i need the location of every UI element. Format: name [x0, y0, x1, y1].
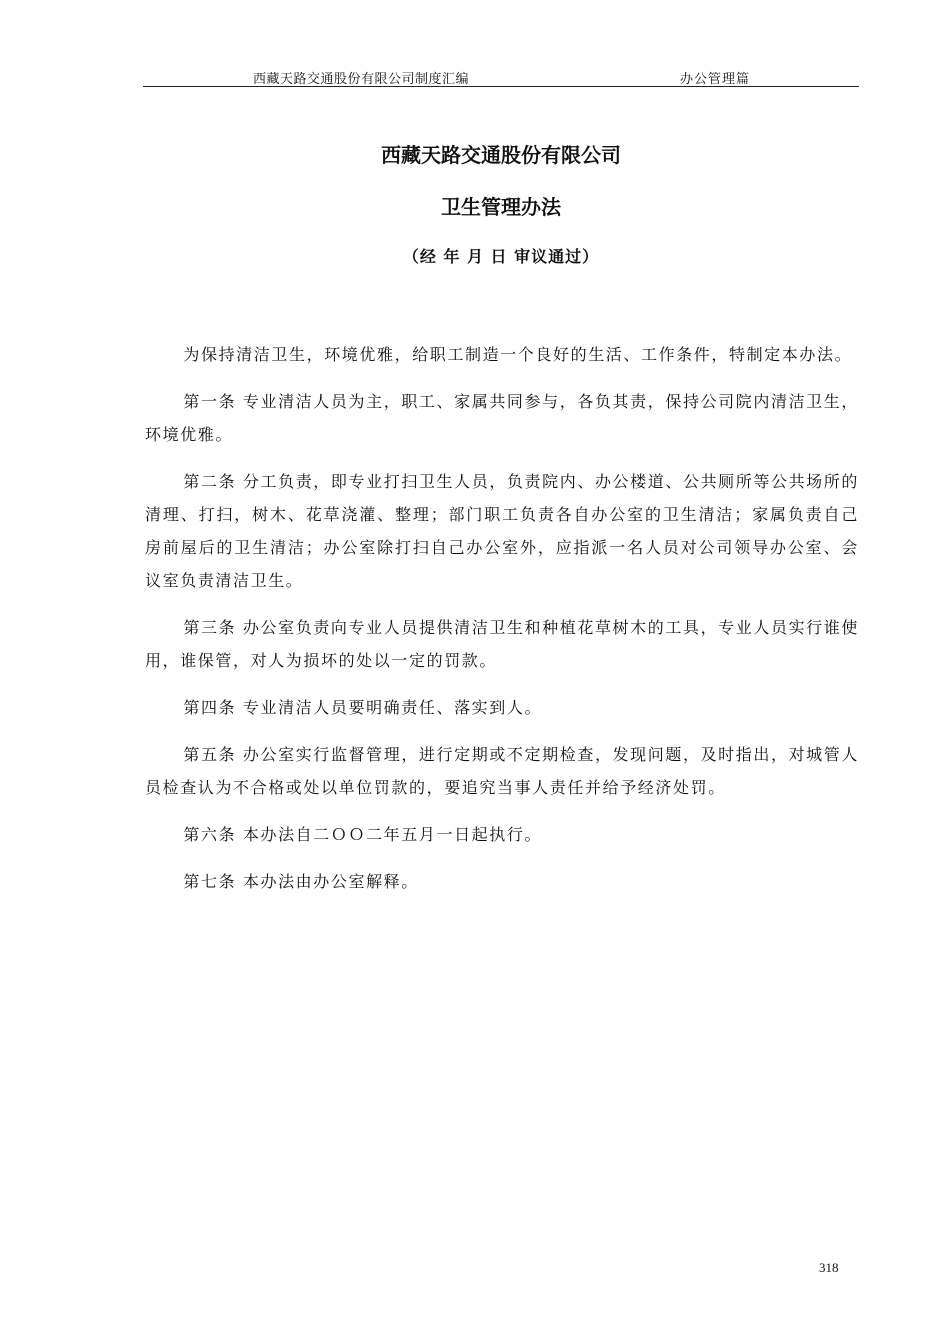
preamble-paragraph: 为保持清洁卫生，环境优雅，给职工制造一个良好的生活、工作条件，特制定本办法。 — [183, 345, 853, 364]
header-section-name: 办公管理篇 — [680, 72, 751, 87]
article-1: 第一条 专业清洁人员为主，职工、家属共同参与，各负其责，保持公司院内清洁卫生，环境优雅。 — [145, 392, 859, 444]
article-3: 第三条 办公室负责向专业人员提供清洁卫生和种植花草树木的工具，专业人员实行谁使用，谁保管，对人为损坏的处以一定的罚款。 — [145, 618, 859, 670]
document-title: 卫生管理办法 — [441, 195, 561, 219]
article-2: 第二条 分工负责，即专业打扫卫生人员，负责院内、办公楼道、公共厕所等公共场所的清理、打扫，树木、花草浇灌、整理；部门职工负责各自办公室的卫生清洁；家属负责自己房前屋后的卫生清洁；办公室除打扫自己办公室外，应指派一名人员对公司领导办公室、会议室负责清洁卫生。 — [145, 472, 859, 590]
document-body — [145, 338, 859, 912]
article-6: 第六条 本办法自二ＯＯ二年五月一日起执行。 — [183, 825, 543, 844]
approval-note: （经 年 月 日 审议通过） — [402, 247, 600, 266]
article-7: 第七条 本办法由办公室解释。 — [183, 872, 419, 891]
article-4: 第四条 专业清洁人员要明确责任、落实到人。 — [183, 698, 543, 717]
article-5: 第五条 办公室实行监督管理，进行定期或不定期检查，发现问题，及时指出，对城管人员检查认为不合格或处以单位罚款的，要追究当事人责任并给予经济处罚。 — [145, 745, 859, 797]
header-compilation-title: 西藏天路交通股份有限公司制度汇编 — [253, 72, 470, 87]
running-header — [143, 64, 859, 87]
company-title: 西藏天路交通股份有限公司 — [381, 143, 621, 167]
page-number: 318 — [819, 1260, 839, 1275]
